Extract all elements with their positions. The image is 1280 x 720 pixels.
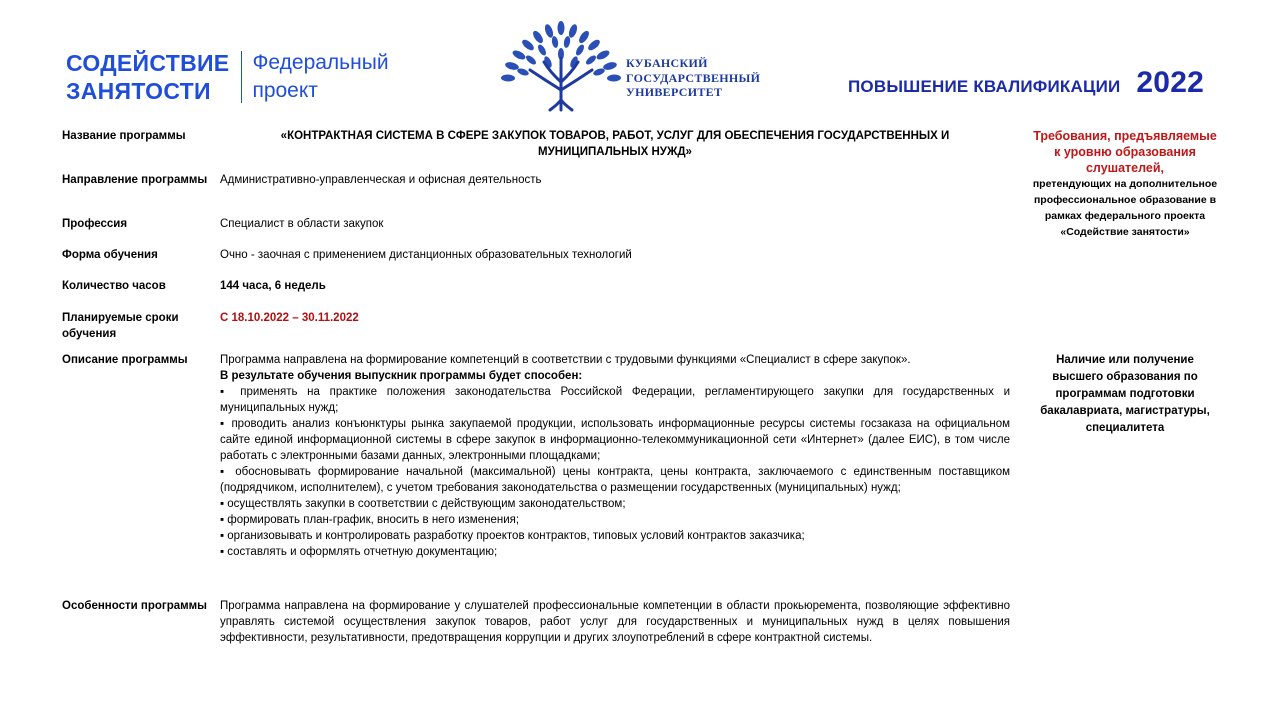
direction-value: Административно-управленческая и офисная деятельность	[220, 174, 542, 186]
row-features	[62, 598, 1010, 646]
row-direction	[62, 172, 1010, 216]
requirements-subtitle: претендующих на дополнительное профессиональное образование в рамках федерального проекта «Содействие занятости»	[1032, 178, 1218, 238]
program-table	[62, 128, 1010, 646]
row-hours	[62, 278, 1010, 310]
description-item: ▪ организовывать и контролировать разработку проектов контрактов, типовых условий контрактов заказчика;	[220, 530, 805, 542]
dates-value: С 18.10.2022 – 30.11.2022	[220, 312, 359, 324]
description-item: ▪ проводить анализ конъюнктуры рынка закупаемой продукции, использовать информационные ресурсы системы госзаказа на официальном сайте единой информационной системы в сфере закупок в информационно-телекоммуникационной сети «Интернет» (далее ЕИС), в том числе работать с электронными базами данных, электронными площадками;	[220, 418, 1010, 462]
row-name	[62, 128, 1010, 172]
sodeystvie-logo	[66, 50, 389, 104]
logo-line-4: проект	[252, 79, 318, 102]
requirements-title: Требования, предъявляемые к уровню образования слушателей,	[1033, 129, 1217, 175]
row-form	[62, 247, 1010, 278]
logo-line-2: ЗАНЯТОСТИ	[66, 78, 211, 104]
description-intro: Программа направлена на формирование компетенций в соответствии с трудовыми функциями «Специалист в сфере закупок».	[220, 354, 911, 366]
university-line-1: КУБАНСКИЙ	[626, 56, 708, 70]
page-title	[848, 66, 1204, 100]
features-value: Программа направлена на формирование у слушателей профессиональные компетенции в области прокьюремента, позволяющие эффективно управлять системой осуществления закупок товаров, работ услуг для государственных и муниципальных нужд в целях повышения эффективности, результативности, предотвращения коррупции и других злоупотреблений в сфере контрактной системы.	[220, 600, 1010, 644]
requirements-header	[1030, 128, 1220, 240]
description-value	[220, 352, 1010, 598]
logo-line-3: Федеральный	[252, 51, 389, 74]
title-year: 2022	[1136, 66, 1204, 99]
description-item: ▪ применять на практике положения законодательства Российской Федерации, регламентирующего закупки для государственных и муниципальных нужд;	[220, 386, 1010, 414]
form-value: Очно - заочная с применением дистанционных образовательных технологий	[220, 249, 632, 261]
direction-label: Направление программы	[62, 174, 208, 186]
logo-divider	[241, 51, 242, 103]
description-lead: В результате обучения выпускник программы будет способен:	[220, 370, 583, 382]
dates-label: Планируемые сроки обучения	[62, 312, 179, 340]
features-label: Особенности программы	[62, 600, 207, 612]
row-profession	[62, 216, 1010, 247]
logo-line-1: СОДЕЙСТВИЕ	[66, 50, 230, 76]
hours-label: Количество часов	[62, 280, 166, 292]
form-label: Форма обучения	[62, 249, 158, 261]
requirements-value: Наличие или получение высшего образования по программам подготовки бакалавриата, магистратуры, специалитета	[1040, 354, 1210, 434]
description-label: Описание программы	[62, 354, 188, 366]
hours-value: 144 часа, 6 недель	[220, 280, 326, 292]
description-item: ▪ составлять и оформлять отчетную документацию;	[220, 546, 498, 558]
profession-value: Специалист в области закупок	[220, 218, 384, 230]
description-item: ▪ формировать план-график, вносить в него изменения;	[220, 514, 520, 526]
university-line-3: УНИВЕРСИТЕТ	[626, 85, 723, 99]
row-dates	[62, 310, 1010, 352]
university-line-2: ГОСУДАРСТВЕННЫЙ	[626, 70, 761, 85]
name-label: Название программы	[62, 130, 186, 142]
title-text: ПОВЫШЕНИЕ КВАЛИФИКАЦИИ	[848, 77, 1121, 96]
profession-label: Профессия	[62, 218, 128, 230]
description-item: ▪ обосновывать формирование начальной (максимальной) цены контракта, цены контракта, заключаемого с единственным поставщиком (подрядчиком, исполнителем), с учетом требования законодательства о размещении государственных (муниципальных) нужд;	[220, 466, 1010, 494]
name-value: «КОНТРАКТНАЯ СИСТЕМА В СФЕРЕ ЗАКУПОК ТОВАРОВ, РАБОТ, УСЛУГ ДЛЯ ОБЕСПЕЧЕНИЯ ГОСУДАРСТВЕННЫХ И МУНИЦИПАЛЬНЫХ НУЖД»	[280, 130, 950, 158]
description-item: ▪ осуществлять закупки в соответствии с действующим законодательством;	[220, 498, 626, 510]
university-tree-logo	[500, 20, 622, 114]
university-name	[626, 56, 760, 100]
row-description	[62, 352, 1010, 598]
